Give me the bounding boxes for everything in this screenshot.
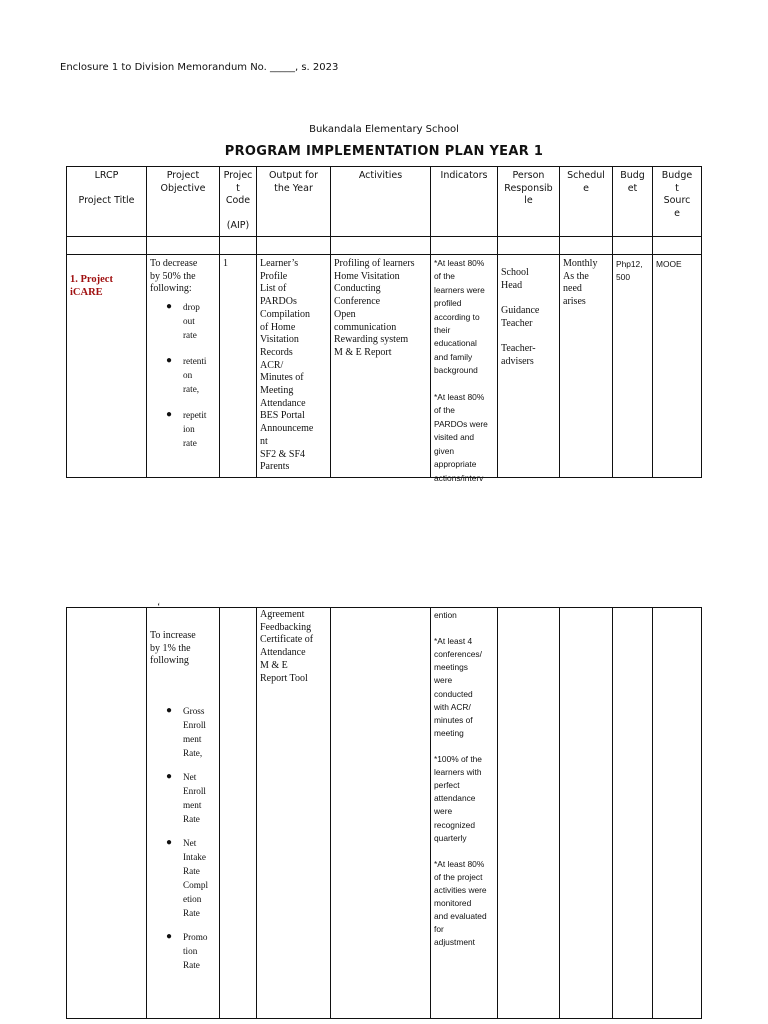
list-item: ● retenti on rate, bbox=[150, 354, 216, 396]
budget-amount: Php12, 500 bbox=[613, 255, 653, 478]
indicators-text: ention *At least 4 conferences/ meetings were conducted with ACR/ minutes of meeting *100% of the learners with perfect attendance were recognized quarterly *At least 80% of the project activities were monitored and evaluated for adjustment bbox=[434, 610, 487, 948]
output-list: Learner’s Profile List of PARDOs Compilation of Home Visitation Records ACR/ Minutes of Meeting Attendance BES Portal Announceme nt SF2 & SF4 Parents bbox=[257, 255, 331, 478]
table-spacer-row bbox=[67, 237, 702, 255]
activities-list: Profiling of learners Home Visitation Conducting Conference Open communication Rewarding system M & E Report bbox=[331, 255, 431, 478]
project-title: 1. Project iCARE bbox=[70, 274, 113, 298]
header-indicators: Indicators bbox=[431, 167, 498, 237]
header-schedule: Schedul e bbox=[560, 167, 613, 237]
list-item: ● Net Enroll ment Rate bbox=[150, 770, 216, 826]
header-person-responsible: Person Responsib le bbox=[498, 167, 560, 237]
header-project-objective: Project Objective bbox=[147, 167, 220, 237]
header-activities: Activities bbox=[331, 167, 431, 237]
output-list: Agreement Feedbacking Certificate of Attendance M & E Report Tool bbox=[257, 608, 331, 1019]
objective-list bbox=[150, 300, 216, 450]
indicators-text: *At least 80% of the learners were profiled according to their educational and family background *At least 80% of the PARDOs were visited and given appropriate actions/interv bbox=[434, 258, 488, 483]
list-item: ● Promo tion Rate bbox=[150, 930, 216, 972]
table-row bbox=[67, 255, 702, 478]
person-responsible: School Head Guidance Teacher Teacher- advisers bbox=[498, 255, 560, 478]
continuation-mark: ‘ bbox=[157, 602, 161, 613]
list-item: ● Net Intake Rate Compl etion Rate bbox=[150, 836, 216, 920]
document-title: PROGRAM IMPLEMENTATION PLAN YEAR 1 bbox=[224, 144, 544, 159]
list-item: ● drop out rate bbox=[150, 300, 216, 342]
schedule: Monthly As the need arises bbox=[560, 255, 613, 478]
budget-source: MOOE bbox=[653, 255, 702, 478]
plan-table-page2 bbox=[66, 602, 702, 1019]
header-budget-source: Budge t Sourc e bbox=[653, 167, 702, 237]
header-lrcp-project-title: LRCP Project Title bbox=[67, 167, 147, 237]
school-name: Bukandala Elementary School bbox=[309, 124, 459, 135]
header-project-code: Projec t Code (AIP) bbox=[220, 167, 257, 237]
list-item: ● Gross Enroll ment Rate, bbox=[150, 704, 216, 760]
objective-intro: To increase by 1% the following bbox=[150, 630, 196, 667]
enclosure-note: Enclosure 1 to Division Memorandum No. _____, s. 2023 bbox=[60, 62, 339, 73]
objective-intro: To decrease by 50% the following: bbox=[150, 258, 198, 295]
header-output: Output for the Year bbox=[257, 167, 331, 237]
plan-table-page1 bbox=[66, 166, 702, 483]
header-budget: Budg et bbox=[613, 167, 653, 237]
objective-list bbox=[150, 704, 216, 972]
list-item: ● repetit ion rate bbox=[150, 408, 216, 450]
table-row bbox=[67, 608, 702, 1019]
project-code: 1 bbox=[220, 255, 257, 478]
